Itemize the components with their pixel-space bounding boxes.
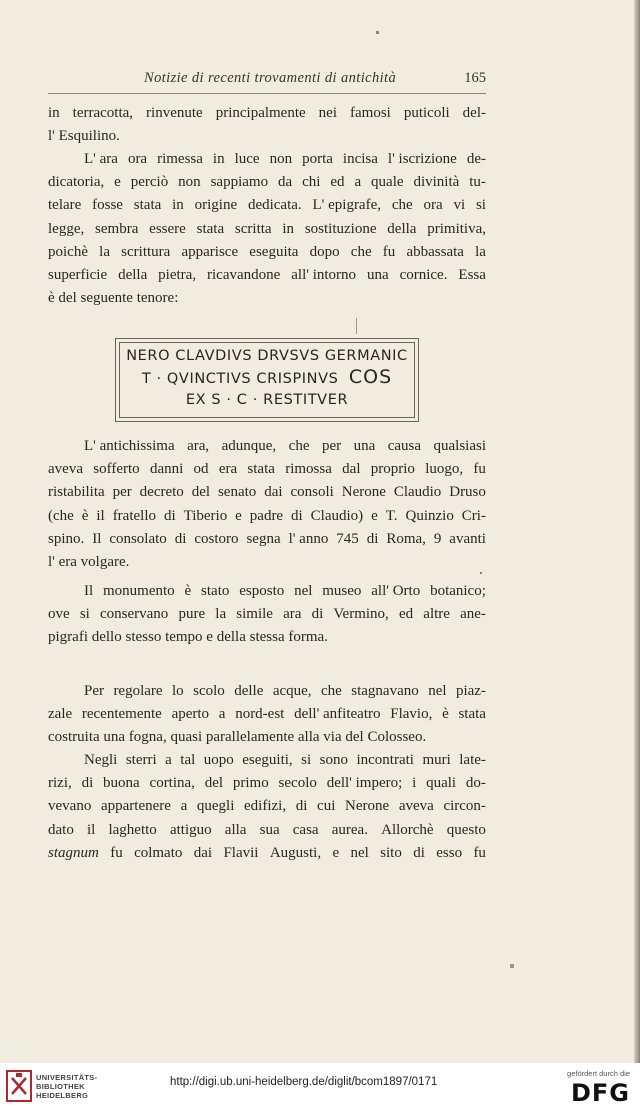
text-line [48,148,486,171]
word: la [99,243,110,260]
word: dell' impero; [326,775,403,792]
word: consoli [290,484,334,501]
word: la [215,606,227,623]
inscription-cos: COS [348,366,393,388]
word: Il [84,583,94,599]
word: alla [224,821,247,838]
word: senato [217,484,257,501]
word: nel [428,683,447,699]
word: sito [380,844,402,861]
text-line: l' era volgare. [48,553,130,570]
word: questo [446,821,486,838]
word: e [371,507,378,524]
header-rule [48,93,486,94]
word: fu [473,461,486,478]
word: dell' anfiteatro [294,706,381,723]
word: in [282,220,295,237]
word: dedicata. [247,197,302,214]
word: famosi [350,105,391,121]
word: aperto [171,706,210,723]
word: in [172,197,184,214]
word: telare [48,197,82,214]
word: Druso [449,484,486,501]
word: rinvenute [146,105,203,121]
word: rizi, [48,775,72,792]
word: di [81,775,94,792]
paper-speck [376,31,379,34]
running-head [48,70,486,92]
word: colmato [134,844,183,861]
word: sappiamo [210,174,269,191]
dfg-logo: DFG [570,1079,630,1107]
word: cui [317,798,336,815]
word: origine [194,197,238,214]
word: Cri- [461,507,486,524]
text-line [48,171,486,194]
word: per [321,438,342,454]
word: pietra, [158,266,197,283]
text-line: è del seguente tenore: [48,290,179,307]
word: botanico; [430,583,486,599]
paragraph-2 [48,148,486,310]
word: è [184,583,192,599]
word: ora [423,197,443,214]
word: sofferto [93,461,140,478]
text-line [48,772,486,795]
word: scolo [193,683,225,699]
word: ora [127,151,148,167]
word: rimessa [157,151,203,167]
running-title: Notizie di recenti trovamenti di antichità [144,70,397,86]
text-line [48,102,486,125]
word: che [321,683,342,699]
word: uopo [203,752,234,768]
word: abbassata [406,243,464,260]
paper-speck [510,964,514,968]
word: primo [232,775,269,792]
word: aveva [48,461,83,478]
word: pure [178,606,206,623]
word: legge, [48,220,85,237]
word: tu- [469,174,486,191]
word: dai [193,844,213,861]
word: danni [149,461,184,478]
word: adunque, [221,438,277,454]
word: L' antichissima [84,438,175,454]
word: ove [48,606,70,623]
word: Per [84,683,104,699]
word: proprio [370,461,415,478]
paper-mark [356,318,357,334]
word: buona [103,775,140,792]
word: sua [259,821,280,838]
word: fosse [92,197,123,214]
word: il [86,821,96,838]
word: casa [292,821,319,838]
text-line [48,264,486,287]
word: della [387,220,417,237]
word: stagnavano [351,683,419,699]
inscription-line-2 [116,367,418,390]
word: eseguita [249,243,299,260]
word: recentemente [81,706,162,723]
word: nord-est [235,706,285,723]
word: museo [322,583,362,599]
word: nel [350,844,369,861]
text-line [48,603,486,626]
page-number: 165 [464,70,486,86]
word: Tiberio [183,507,228,524]
digitization-footer [0,1063,640,1110]
word: all' intorno [291,266,357,283]
word: di [295,798,308,815]
word: che [391,197,413,214]
word: che [350,243,372,260]
word: simile [236,606,273,623]
text-line [48,194,486,217]
word: cortina, [149,775,195,792]
word: decreto [139,484,184,501]
word: Allorchè [381,821,434,838]
text-line [48,795,486,818]
word: quali [426,775,457,792]
paragraph-5 [48,680,486,750]
word: qualsiasi [433,438,486,454]
text-line [48,819,486,842]
word: di [366,530,379,547]
inscription-line-3: EX S · C · RESTITVER [185,392,349,408]
word: essere [149,220,186,237]
word: superficie [48,266,108,283]
word: esso [436,844,463,861]
word: a [165,752,172,768]
word: ristabilita [48,484,105,501]
word: scritta [234,220,272,237]
word: padre [249,507,284,524]
word: in [212,151,225,167]
word: ane- [460,606,486,623]
word: Vermino, [333,606,389,623]
paragraph-6 [48,749,486,865]
word: Essa [458,266,486,283]
word: stata [196,220,225,237]
text-line [48,435,486,458]
word: scrittura [121,243,171,260]
word: del- [462,105,486,121]
word: delle [234,683,264,699]
text-line [48,749,486,772]
word: puticoli [403,105,450,121]
word: è [81,507,89,524]
word: sembra [95,220,139,237]
word: piaz- [455,683,486,699]
word: aveva [398,798,434,815]
word: stagnum [48,844,99,861]
word: non [269,151,293,167]
text-line: costruita una fogna, quasi parallelamente alla via del Colosseo. [48,729,427,746]
word: e [332,844,340,861]
word: rimossa [285,461,332,478]
word: 745 [336,530,359,547]
word: luogo, [425,461,464,478]
word: dopo [309,243,340,260]
word: Augusti, [269,844,322,861]
word: dicatoria, [48,174,105,191]
inscription-names: T · QVINCTIVS CRISPINVS [141,371,339,387]
word: e [114,174,121,191]
word: Il [92,530,102,547]
text-line [48,680,486,703]
word: vevano [48,798,92,815]
word: causa [387,438,422,454]
word: dal [342,461,361,478]
word: si [475,197,486,214]
word: segna [246,530,281,547]
word: del [191,484,211,501]
text-line [48,458,486,481]
word: spino. [48,530,85,547]
word: l' anno [288,530,329,547]
word: Claudio [393,484,442,501]
word: zale [48,706,73,723]
word: sterri [125,752,157,768]
word: ed [330,174,345,191]
text-line [48,842,486,865]
permalink-url[interactable]: http://digi.ub.uni-heidelberg.de/diglit/bcom1897/0171 [170,1076,438,1088]
word: attiguo [169,821,212,838]
word: eseguiti, [242,752,293,768]
word: ed [398,606,414,623]
text-line [48,703,486,726]
library-name: UNIVERSITÄTS- BIBLIOTHEK HEIDELBERG [36,1073,98,1100]
word: fu [110,844,123,861]
word: T. [385,507,398,524]
word: e [235,507,242,524]
word: Nerone [345,798,390,815]
word: stato [201,583,230,599]
word: a [180,798,188,815]
word: costoro [194,530,239,547]
word: nei [318,105,337,121]
word: a [218,706,226,723]
sponsor-label: gefördert durch die [567,1069,630,1078]
paragraph-4 [48,580,486,650]
word: sono [319,752,348,768]
word: edifizi, [244,798,287,815]
paragraph-3 [48,435,486,574]
word: primitiva, [427,220,486,237]
word: all' Orto [371,583,421,599]
word: secolo [278,775,317,792]
word: di [413,844,425,861]
word: perciò [130,174,169,191]
word: Flavio, [390,706,433,723]
library-seal-icon [6,1070,32,1102]
word: i [412,775,417,792]
word: l' iscrizione [387,151,457,167]
word: è [442,706,449,723]
text-line [48,218,486,241]
word: lo [172,683,184,699]
word: una [366,266,389,283]
word: dato [48,821,74,838]
word: stata [133,197,162,214]
word: de- [466,151,486,167]
word: di [311,606,324,623]
inscription-line-1: NERO CLAVDIVS DRVSVS GERMANIC [126,348,408,364]
word: Roma, [386,530,426,547]
word: do- [465,775,486,792]
word: la [475,243,486,260]
word: Nerone [341,484,386,501]
word: di [174,530,187,547]
word: del [204,775,224,792]
word: da [278,174,293,191]
word: consolato [109,530,167,547]
word: circon- [443,798,486,815]
word: aurea. [331,821,368,838]
word: chi [302,174,321,191]
word: fu [473,844,486,861]
word: stata [247,461,275,478]
word: avanti [449,530,486,547]
word: fu [382,243,396,260]
word: per [112,484,132,501]
paper-speck [480,572,482,574]
word: Negli [84,752,118,768]
word: divinità [413,174,460,191]
word: si [79,606,90,623]
word: fratello [112,507,156,524]
word: incontrati [356,752,414,768]
word: acque, [272,683,312,699]
word: esposto [239,583,285,599]
word: si [301,752,312,768]
word: monumento [103,583,175,599]
word: di [163,507,176,524]
word: luce [234,151,260,167]
page-edge-shadow [634,0,640,1063]
word: che [288,438,310,454]
word: cornice. [399,266,448,283]
word: di [291,507,303,524]
word: una [353,438,376,454]
word: incisa [342,151,378,167]
text-line [48,505,486,528]
word: (che [48,507,74,524]
word: 9 [433,530,442,547]
paragraph-1 [48,102,486,148]
word: in [48,105,60,121]
word: late- [459,752,486,768]
word: regolare [113,683,163,699]
word: appartenere [100,798,171,815]
word: L' epigrafe, [312,197,381,214]
word: nel [294,583,313,599]
word: quale [371,174,404,191]
word: altre [423,606,450,623]
text-line: pigrafi dello stesso tempo e della stessa forma. [48,629,328,646]
word: della [118,266,148,283]
word: principalmente [215,105,306,121]
word: non [178,174,201,191]
word: porta [302,151,333,167]
word: vi [453,197,466,214]
word: dai [264,484,283,501]
word: conservano [100,606,169,623]
word: ara, [187,438,210,454]
text-line [48,580,486,603]
word: poichè [48,243,88,260]
word: terracotta, [72,105,134,121]
word: Flavii [223,844,259,861]
word: ricavandone [207,266,281,283]
inscription-box [115,338,419,422]
word: laghetto [108,821,157,838]
word: Quinzio [405,507,454,524]
text-line [48,528,486,551]
word: sostituzione [304,220,377,237]
word: muri [422,752,451,768]
text-line [48,241,486,264]
word: od [193,461,209,478]
text-line [48,481,486,504]
text-line: l' Esquilino. [48,128,120,145]
word: il [96,507,105,524]
word: quegli [196,798,235,815]
word: L' ara [84,151,118,167]
word: a [354,174,362,191]
word: Claudio) [310,507,364,524]
word: ara [283,606,302,623]
word: apparisce [181,243,239,260]
word: era [218,461,238,478]
word: tal [180,752,196,768]
word: stata [458,706,486,723]
